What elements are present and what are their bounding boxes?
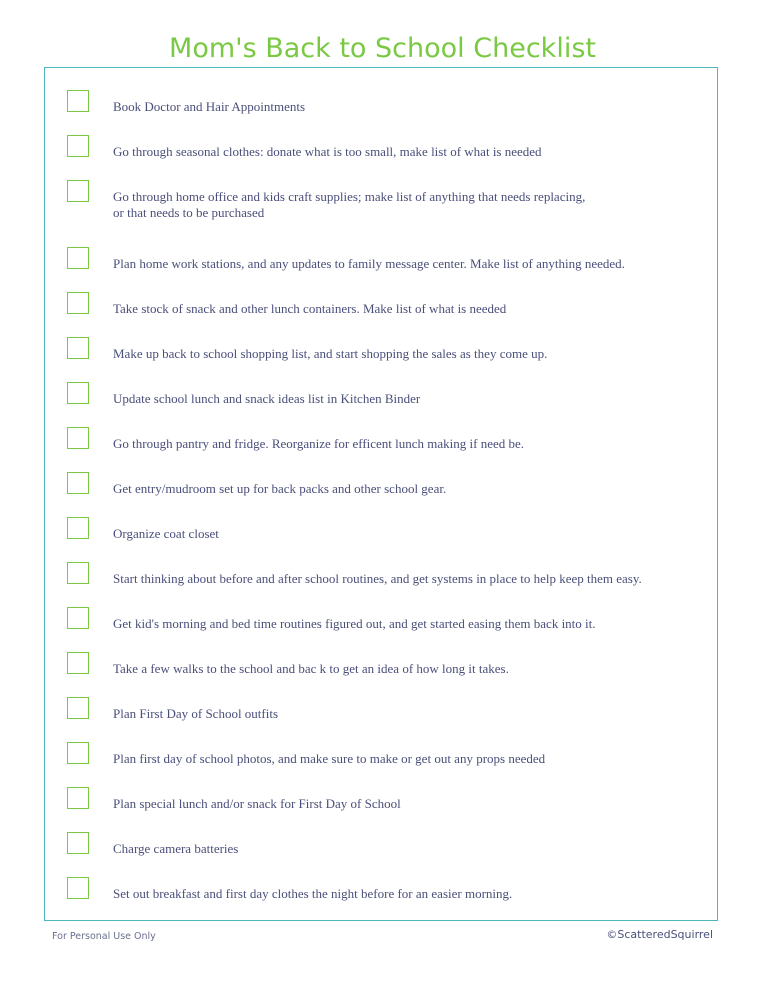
checklist-item-label: Start thinking about before and after school routines, and get systems in place to help keep them easy. (113, 571, 642, 586)
checkbox[interactable] (67, 517, 89, 539)
checkbox[interactable] (67, 180, 89, 202)
checkbox[interactable] (67, 382, 89, 404)
checkbox[interactable] (67, 877, 89, 899)
checkbox[interactable] (67, 337, 89, 359)
checklist-item-label: Charge camera batteries (113, 841, 239, 856)
checklist-item-label: Plan special lunch and/or snack for First Day of School (113, 796, 401, 811)
checklist-item-label: Plan First Day of School outfits (113, 706, 279, 721)
checklist-item-label: Get entry/mudroom set up for back packs and other school gear. (113, 481, 447, 496)
checklist-item-label: Take stock of snack and other lunch containers. Make list of what is needed (113, 301, 507, 316)
checkbox[interactable] (67, 787, 89, 809)
page-title: Mom's Back to School Checklist (169, 33, 596, 64)
checkbox[interactable] (67, 742, 89, 764)
checklist-item-label: Organize coat closet (113, 526, 219, 541)
checkbox[interactable] (67, 607, 89, 629)
checklist-item-label: Set out breakfast and first day clothes the night before for an easier morning. (113, 886, 513, 901)
checklist-item-label: Go through seasonal clothes: donate what is too small, make list of what is needed (113, 144, 542, 159)
checklist-item-label: Plan home work stations, and any updates to family message center. Make list of anything needed. (113, 256, 625, 271)
checkbox[interactable] (67, 292, 89, 314)
checklist-item-label: Get kid's morning and bed time routines figured out, and get started easing them back into it. (113, 616, 596, 631)
checkbox[interactable] (67, 562, 89, 584)
checklist-item-label: Book Doctor and Hair Appointments (113, 99, 306, 114)
checklist-frame (44, 67, 718, 921)
checkbox[interactable] (67, 427, 89, 449)
checklist-item-label: Make up back to school shopping list, and start shopping the sales as they come up. (113, 346, 548, 361)
checklist-item-label: Update school lunch and snack ideas list in Kitchen Binder (113, 391, 421, 406)
checklist-item-label: Go through pantry and fridge. Reorganize for efficent lunch making if need be. (113, 436, 525, 451)
checkbox[interactable] (67, 832, 89, 854)
checklist-item-label: Take a few walks to the school and bac k to get an idea of how long it takes. (113, 661, 509, 676)
checkbox[interactable] (67, 90, 89, 112)
personal-use-note: For Personal Use Only (52, 931, 156, 942)
checklist-item-label: Go through home office and kids craft supplies; make list of anything that needs replacing, or that needs to be purchased (113, 189, 586, 220)
checkbox[interactable] (67, 135, 89, 157)
checkbox[interactable] (67, 697, 89, 719)
checklist-item-label: Plan first day of school photos, and make sure to make or get out any props needed (113, 751, 546, 766)
checkbox[interactable] (67, 472, 89, 494)
checkbox[interactable] (67, 652, 89, 674)
checkbox[interactable] (67, 247, 89, 269)
copyright-credit: ©ScatteredSquirrel (606, 928, 713, 941)
